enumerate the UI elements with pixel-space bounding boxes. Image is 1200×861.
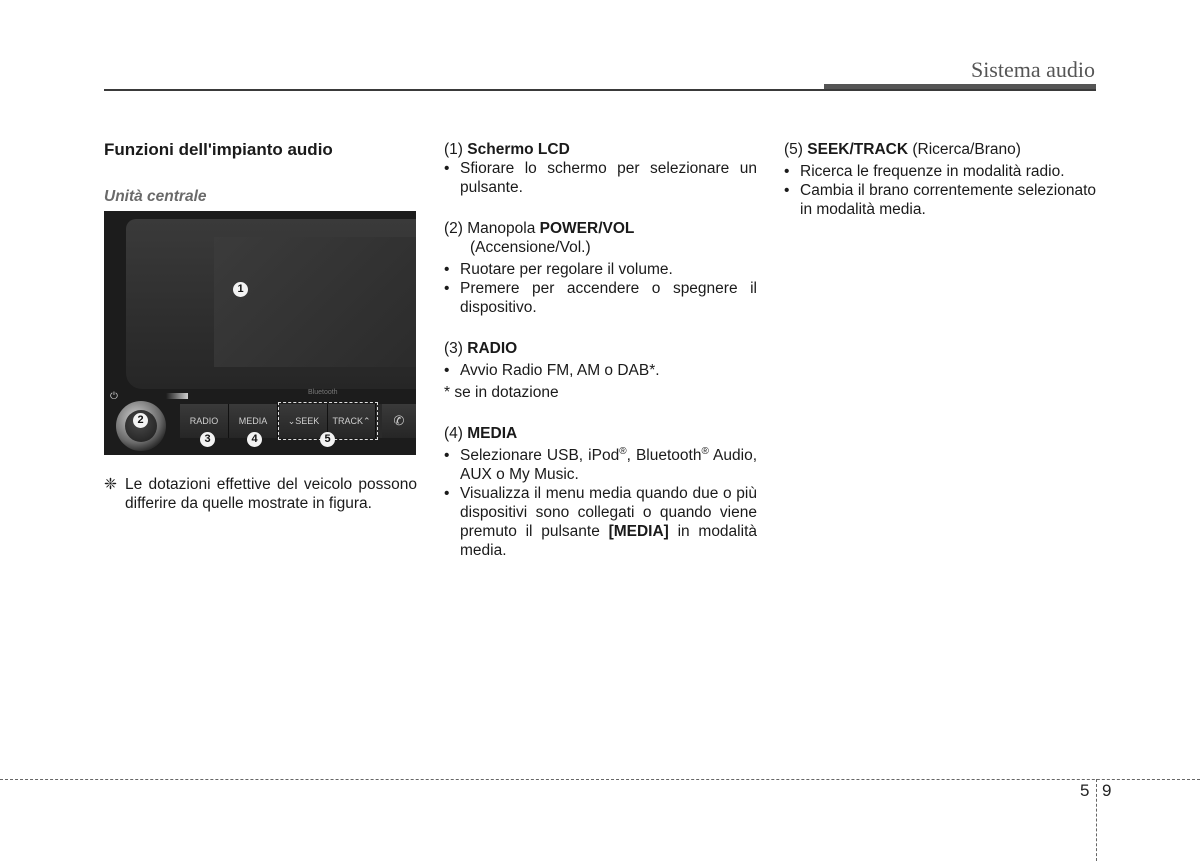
item-2-bullet-1: • Ruotare per regolare il volume. [444,260,757,279]
item-5-heading: (5) SEEK/TRACK (Ricerca/Brano) [784,141,1021,158]
section-title: Funzioni dell'impianto audio [104,140,333,159]
bluetooth-label: Bluetooth [308,389,338,396]
seek-button: ⌄SEEK [280,404,328,438]
item-2-bullet-2: • Premere per accendere o spegnere il dispositivo. [444,279,757,317]
item-5-bullet-1: • Ricerca le frequenze in modalità radio. [784,162,1096,181]
page-number-separator [1096,779,1097,861]
figure-note [104,475,417,513]
callout-2: 2 [133,413,148,428]
sub-title: Unità centrale [104,188,207,205]
running-header-title: Sistema audio [970,57,1095,82]
page-number: 9 [1102,781,1112,800]
chapter-number: 5 [1080,781,1090,800]
item-4-heading: (4) MEDIA [444,425,518,442]
note-text: Le dotazioni effettive del veicolo possono differire da quelle mostrate in figura. [125,476,417,512]
left-column [104,140,417,218]
header-rule [104,89,1096,91]
callout-4: 4 [247,432,262,447]
item-3-note: * se in dotazione [444,384,559,401]
head-unit-figure [104,211,416,455]
note-symbol: ❈ [104,476,117,493]
item-4-bullet-1: • Selezionare USB, iPod®, Bluetooth® Audio, AUX o My Music. [444,446,757,484]
item-4-bullet-2: • Visualizza il menu media quando due o più dispositivi sono collegati o quando viene premuto il pulsante [MEDIA] in modalità media. [444,484,757,560]
middle-column [444,140,757,560]
item-2-heading: (2) Manopola POWER/VOL (Accensione/Vol.) [444,220,635,256]
callout-5: 5 [320,432,335,447]
item-3-bullet: • Avvio Radio FM, AM o DAB*. [444,361,757,380]
power-icon: ⏻ [110,391,118,402]
phone-icon: ✆ [382,404,416,438]
callout-1: 1 [233,282,248,297]
footer-dashed-rule [0,779,1200,780]
item-5-bullet-2: • Cambia il brano correntemente selezionato in modalità media. [784,181,1096,219]
item-1-bullet: • Sfiorare lo schermo per selezionare un pulsante. [444,159,757,197]
radio-button: RADIO [180,404,229,438]
track-button: TRACK⌃ [328,404,376,438]
media-button: MEDIA [229,404,278,438]
callout-3: 3 [200,432,215,447]
item-1-heading: (1) Schermo LCD [444,141,570,158]
right-column [784,140,1096,219]
volume-indicator [166,393,188,399]
lcd-screen [214,237,416,367]
item-3-heading: (3) RADIO [444,340,518,357]
